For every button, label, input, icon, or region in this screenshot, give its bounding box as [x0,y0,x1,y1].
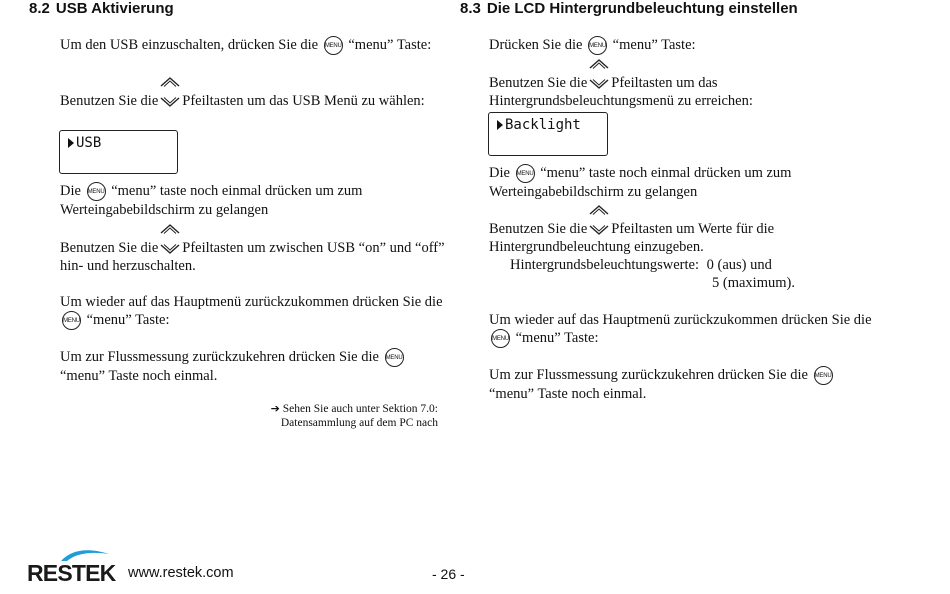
paragraph-backlight-flow [489,366,879,403]
paragraph-usb-flow [60,348,445,385]
paragraph-usb-menu-again [60,182,440,219]
arrow-right-icon: ➔ [270,402,280,415]
text: “menu” taste noch einmal drücken um zum Werteingabebildschirm zu gelangen [60,183,363,219]
text: “menu” Taste: [348,37,432,53]
text: Um zur Flussmessung zurückzukehren drücken Sie die [489,367,808,383]
text: “menu” Taste: [515,330,599,346]
section-title: USB Aktivierung [55,0,174,17]
section-title: Die LCD Hintergrundbeleuchtung einstellen [486,0,798,17]
values-label: Hintergrundsbeleuchtungswerte: [510,257,699,273]
section-number: 8.2 [29,0,50,17]
text: Benutzen Sie die [489,75,588,91]
menu-button-icon: MENU [814,366,833,385]
page-number: - 26 - [432,566,465,582]
paragraph-usb-toggle [60,238,445,275]
lcd-text: USB [76,135,102,151]
text: Die [489,165,510,181]
restek-logo [27,560,116,587]
cursor-triangle-icon [68,138,74,148]
see-also-line2: Datensammlung auf dem PC nach [280,417,438,429]
text: Pfeiltasten um das Hintergrundsbeleuchtungsmenü zu erreichen: [489,75,753,109]
arrow-down-icon [160,244,180,254]
arrow-keys-icon [158,91,182,105]
text: “menu” Taste: [86,312,170,328]
arrow-down-icon [160,97,180,107]
arrow-up-icon [589,59,609,69]
arrow-down-icon [589,225,609,235]
paragraph-backlight-values [489,219,879,256]
text: “menu” Taste noch einmal. [60,368,218,385]
text: Benutzen Sie die [60,240,159,256]
brand-text: RESTEK [27,560,116,586]
menu-button-icon: MENU [491,329,510,348]
section-heading-usb [29,0,174,17]
paragraph-backlight-press [489,36,879,55]
menu-button-icon: MENU [62,311,81,330]
arrow-down-icon [589,79,609,89]
paragraph-backlight-main-menu [489,311,879,348]
text: Pfeiltasten um das USB Menü zu wählen: [182,93,425,109]
menu-button-icon: MENU [87,182,106,201]
text: Benutzen Sie die [60,93,159,109]
section-number: 8.3 [460,0,481,17]
arrow-keys-icon [158,238,182,252]
section-heading-backlight [460,0,798,17]
lcd-display-usb [59,130,178,174]
text: Um zur Flussmessung zurückzukehren drücken Sie die [60,349,379,365]
text: “menu” Taste: [612,37,696,53]
lcd-text: Backlight [505,117,581,133]
text: Die [60,183,81,199]
text: “menu” taste noch einmal drücken um zum Werteingabebildschirm zu gelangen [489,165,792,201]
paragraph-usb-select [60,91,440,110]
arrow-up-icon [160,77,180,87]
menu-button-icon: MENU [516,164,535,183]
arrow-up-icon [589,205,609,215]
footer-url: www.restek.com [128,565,234,581]
paragraph-backlight-select [489,73,879,110]
text: Um wieder auf das Hauptmenü zurückzukommen drücken Sie die [60,294,443,310]
text: Um den USB einzuschalten, drücken Sie die [60,37,319,53]
values-min: 0 (aus) und [706,257,772,273]
text: Um wieder auf das Hauptmenü zurückzukommen drücken Sie die [489,312,872,328]
menu-button-icon: MENU [385,348,404,367]
text: Pfeiltasten um zwischen USB “on” und “off” hin- und herzuschalten. [60,240,445,274]
arrow-up-icon [160,224,180,234]
values-max: 5 (maximum). [712,275,795,291]
see-also-note [230,402,438,430]
lcd-display-backlight [488,112,608,156]
arrow-keys-icon [587,73,611,87]
paragraph-backlight-menu-again [489,164,879,201]
text: Drücken Sie die [489,37,583,53]
text: Benutzen Sie die [489,221,588,237]
menu-button-icon: MENU [588,36,607,55]
logo-swoosh-icon [27,548,117,562]
paragraph-usb-enable [60,36,440,55]
paragraph-usb-main-menu [60,293,445,330]
menu-button-icon: MENU [324,36,343,55]
cursor-triangle-icon [497,120,503,130]
arrow-keys-icon [587,219,611,233]
see-also-line1: Sehen Sie auch unter Sektion 7.0: [282,403,438,415]
text: “menu” Taste noch einmal. [489,386,647,403]
backlight-values-max-row [712,274,795,292]
backlight-values-list [510,256,772,274]
text: Pfeiltasten um Werte für die Hintergrundbeleuchtung einzugeben. [489,221,775,255]
